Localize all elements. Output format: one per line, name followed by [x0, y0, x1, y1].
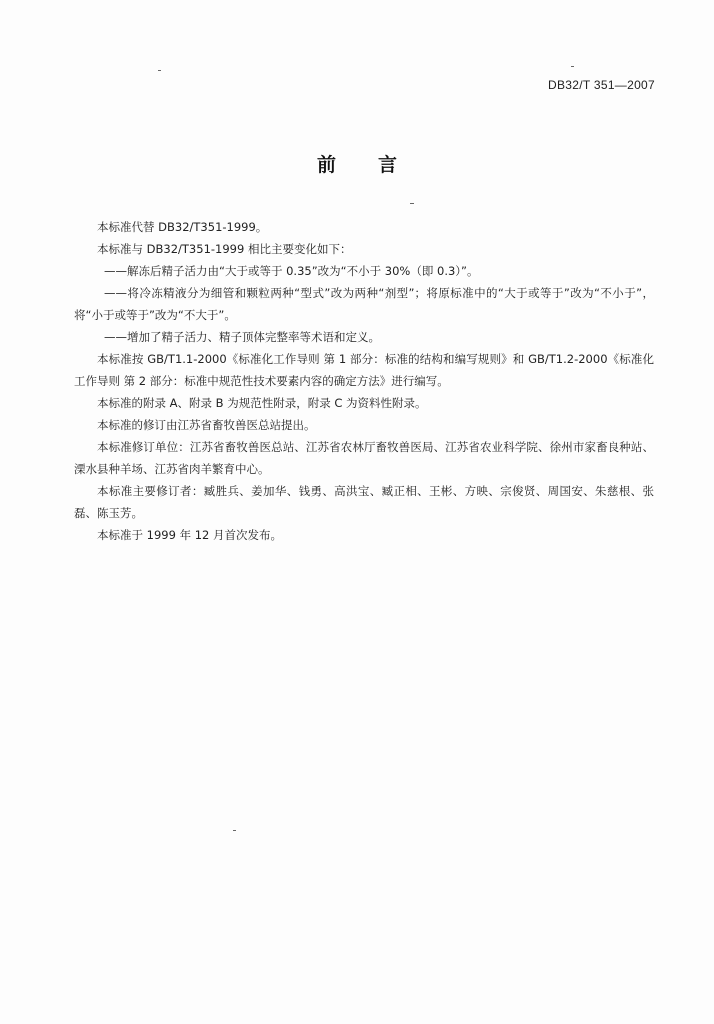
paragraph-changes-intro: 本标准与 DB32/T351-1999 相比主要变化如下： [97, 242, 352, 256]
paragraph-change-motility: ——解冻后精子活力由“大于或等于 0.35”改为“不小于 30%（即 0.3）”。 [104, 264, 479, 278]
paragraph-change-dosage-form: ——将冷冻精液分为细管和颗粒两种“型式”改为两种“剂型”；将原标准中的“大于或等于”改为“不小于”，将“小于或等于”改为“不大于”。 [74, 286, 654, 322]
paragraph-first-issue: 本标准于 1999 年 12 月首次发布。 [97, 528, 283, 542]
paragraph-drafters: 本标准主要修订者：臧胜兵、姜加华、钱勇、高洪宝、臧正相、王彬、方映、宗俊贤、周国安、朱慈根、张磊、陈玉芳。 [74, 484, 654, 520]
paragraph-change-terms: ——增加了精子活力、精子顶体完整率等术语和定义。 [104, 330, 380, 344]
page-title: 前言 [316, 154, 439, 176]
scan-speck [158, 70, 161, 71]
paragraph-annexes: 本标准的附录 A、附录 B 为规范性附录，附录 C 为资料性附录。 [97, 396, 427, 410]
scan-speck [571, 66, 574, 67]
scan-speck [233, 830, 236, 831]
paragraph-proposer: 本标准的修订由江苏省畜牧兽医总站提出。 [97, 418, 316, 432]
foreword-body [74, 216, 654, 546]
paragraph-replaces: 本标准代替 DB32/T351-1999。 [97, 220, 268, 234]
scan-speck [410, 203, 414, 204]
document-code: DB32/T 351—2007 [547, 78, 655, 92]
paragraph-drafting-rules: 本标准按 GB/T1.1-2000《标准化工作导则 第 1 部分：标准的结构和编写规则》和 GB/T1.2-2000《标准化工作导则 第 2 部分：标准中规范性技术要素内容的确定方法》进行编写。 [74, 352, 654, 388]
paragraph-drafting-units: 本标准修订单位：江苏省畜牧兽医总站、江苏省农林厅畜牧兽医局、江苏省农业科学院、徐州市家畜良种站、溧水县种羊场、江苏省肉羊繁育中心。 [74, 440, 654, 476]
